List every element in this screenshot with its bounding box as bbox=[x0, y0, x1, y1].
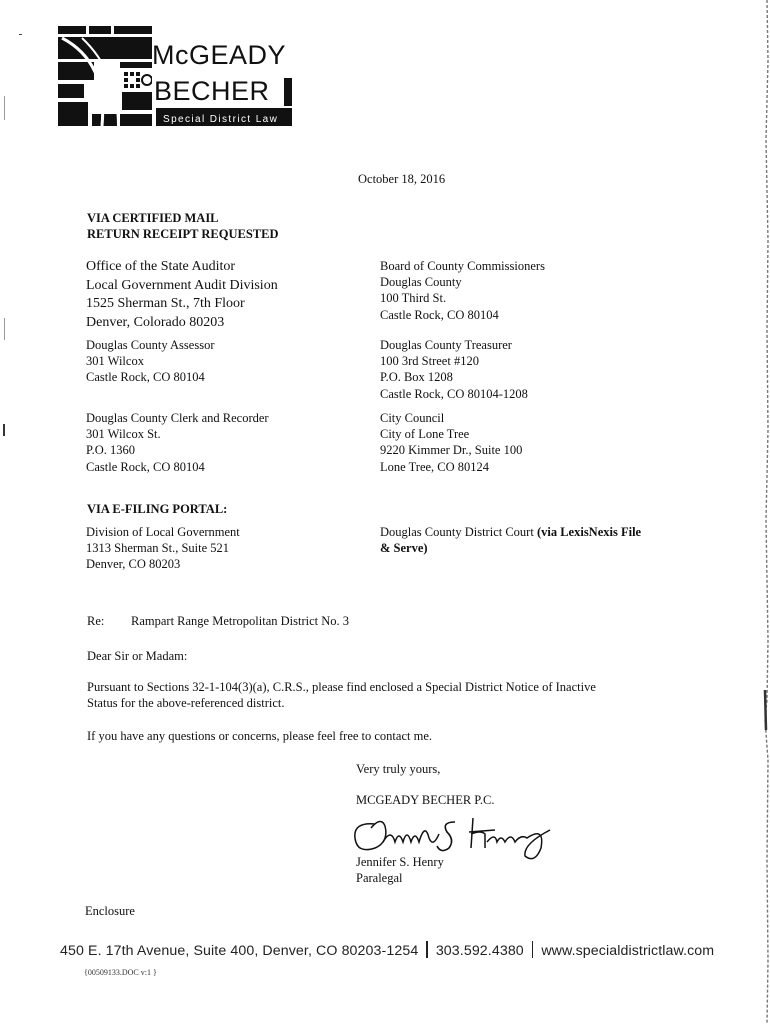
address-line: Douglas County bbox=[380, 275, 462, 290]
court-via-2: & Serve) bbox=[380, 541, 428, 556]
enclosure-notation: Enclosure bbox=[85, 904, 135, 918]
letter-date: October 18, 2016 bbox=[358, 172, 446, 186]
scan-edge-artifact bbox=[756, 0, 770, 1024]
body-paragraph-2: If you have any questions or concerns, please feel free to contact me. bbox=[87, 729, 432, 743]
footer-phone: 303.592.4380 bbox=[435, 943, 524, 959]
document-reference: {00509133.DOC v:1 } bbox=[84, 968, 157, 977]
address-line: 100 3rd Street #120 bbox=[380, 354, 479, 369]
signer-name: Jennifer S. Henry bbox=[356, 855, 444, 869]
address-line: Castle Rock, CO 80104 bbox=[86, 459, 205, 474]
recipient-county-treasurer bbox=[380, 337, 528, 402]
valediction: Very truly yours, bbox=[356, 762, 441, 776]
signer-title: Paralegal bbox=[356, 871, 403, 885]
address-line: Division of Local Government bbox=[86, 525, 240, 539]
recipient-division-local-government bbox=[86, 524, 240, 573]
recipient-city-council bbox=[380, 410, 522, 475]
footer-separator bbox=[532, 941, 534, 958]
court-via-1: (via LexisNexis File bbox=[536, 525, 642, 539]
address-line: P.O. 1360 bbox=[86, 443, 135, 458]
address-line: Board of County Commissioners bbox=[380, 259, 545, 273]
recipient-county-assessor bbox=[86, 337, 214, 386]
body-paragraph-1-line-1: Pursuant to Sections 32-1-104(3)(a), C.R.S., please find enclosed a Special District Notice of Inactive bbox=[87, 680, 596, 694]
delivery-method-line2: RETURN RECEIPT REQUESTED bbox=[87, 227, 279, 241]
recipient-state-auditor bbox=[86, 258, 278, 332]
efiling-heading: VIA E-FILING PORTAL: bbox=[87, 502, 228, 516]
recipient-district-court bbox=[380, 524, 641, 556]
firm-signature-block: MCGEADY BECHER P.C. bbox=[356, 793, 495, 807]
footer-website: www.specialdistrictlaw.com bbox=[541, 943, 715, 959]
footer-separator bbox=[426, 941, 428, 958]
address-line: City Council bbox=[380, 411, 445, 425]
address-line: 1525 Sherman St., 7th Floor bbox=[86, 296, 245, 311]
address-line: 301 Wilcox bbox=[86, 354, 144, 369]
re-subject: Rampart Range Metropolitan District No. 3 bbox=[131, 614, 350, 628]
court-name: Douglas County District Court bbox=[380, 525, 537, 539]
logo-name-line1: McGEADY bbox=[152, 40, 287, 70]
address-line: 9220 Kimmer Dr., Suite 100 bbox=[380, 443, 523, 458]
address-line: City of Lone Tree bbox=[380, 427, 470, 442]
address-line: Office of the State Auditor bbox=[86, 259, 236, 274]
address-line: Douglas County Assessor bbox=[86, 338, 215, 352]
address-line: Douglas County Treasurer bbox=[380, 338, 512, 352]
body-paragraph-1-line-2: Status for the above-referenced district. bbox=[87, 696, 285, 710]
logo-name-line2: BECHER bbox=[154, 76, 270, 106]
address-line: Local Government Audit Division bbox=[86, 277, 278, 293]
salutation: Dear Sir or Madam: bbox=[87, 649, 188, 663]
letterhead-footer bbox=[60, 941, 714, 959]
address-line: 1313 Sherman St., Suite 521 bbox=[86, 541, 230, 556]
address-line: P.O. Box 1208 bbox=[380, 370, 453, 385]
address-line: Castle Rock, CO 80104-1208 bbox=[380, 386, 528, 401]
address-line: 301 Wilcox St. bbox=[86, 427, 161, 442]
address-line: Castle Rock, CO 80104 bbox=[380, 307, 499, 322]
scan-specks bbox=[0, 0, 30, 1024]
address-line: Lone Tree, CO 80124 bbox=[380, 459, 490, 474]
address-line: Castle Rock, CO 80104 bbox=[86, 370, 205, 385]
logo-tagline: Special District Law bbox=[163, 114, 279, 125]
delivery-method-line1: VIA CERTIFIED MAIL bbox=[87, 211, 219, 225]
recipient-board-of-commissioners bbox=[380, 258, 545, 323]
re-label: Re: bbox=[87, 614, 105, 628]
recipient-clerk-and-recorder bbox=[86, 410, 269, 475]
address-line: Douglas County Clerk and Recorder bbox=[86, 411, 269, 425]
address-line: Denver, CO 80203 bbox=[86, 557, 181, 572]
footer-address: 450 E. 17th Avenue, Suite 400, Denver, CO 80203-1254 bbox=[60, 943, 419, 959]
address-line: 100 Third St. bbox=[380, 291, 447, 306]
address-line: Denver, Colorado 80203 bbox=[86, 314, 225, 330]
